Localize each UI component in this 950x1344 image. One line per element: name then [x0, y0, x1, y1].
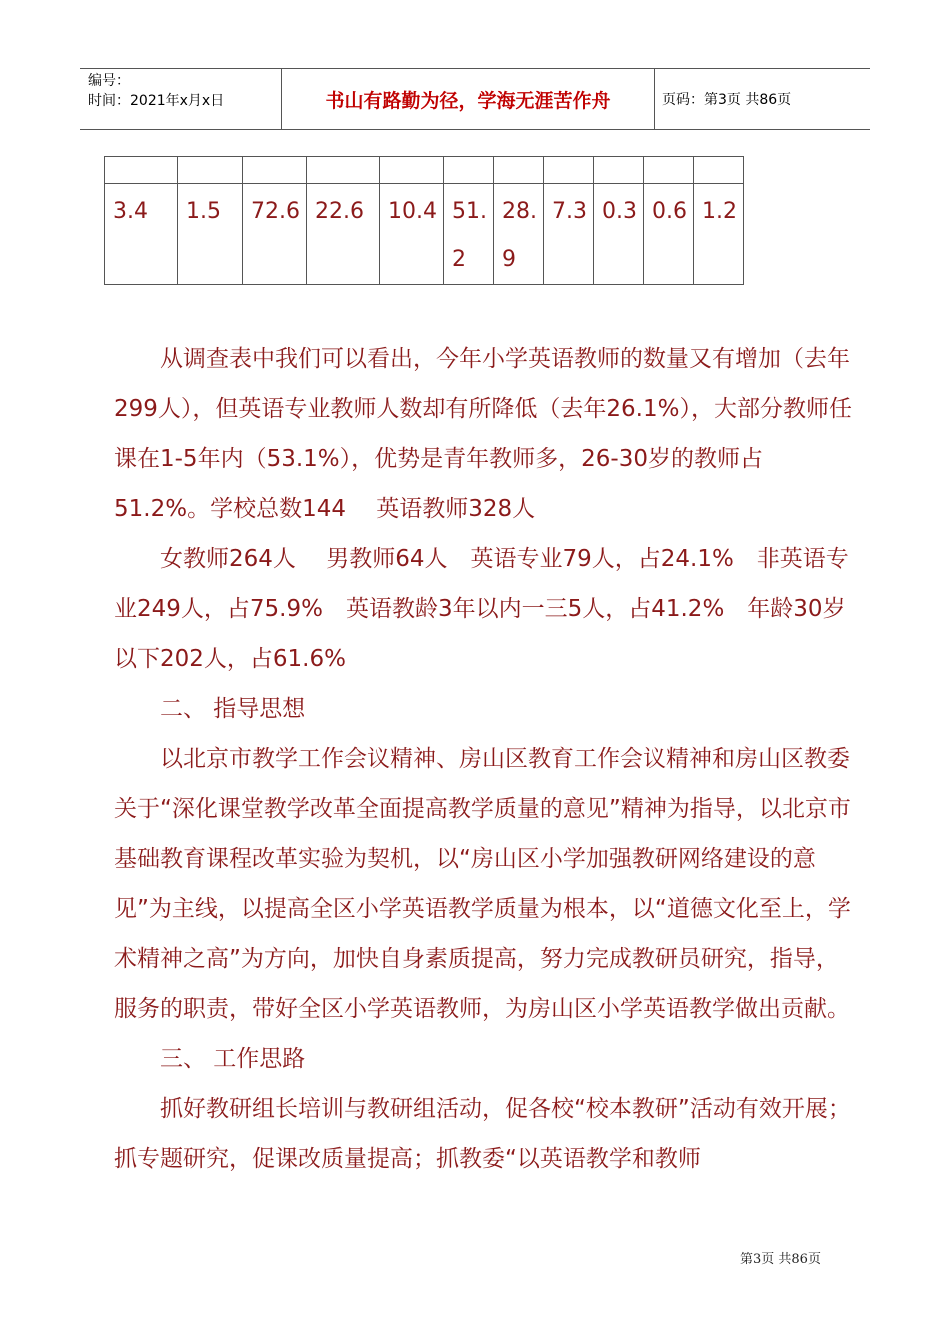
header-page-info: 页码：第3页 共86页: [662, 92, 792, 108]
document-number-label: 编号：: [88, 73, 130, 89]
header-motto: 书山有路勤为径，学海无涯苦作舟: [281, 69, 655, 129]
table-cell: 10.4: [379, 184, 443, 285]
body-text: [114, 334, 854, 1184]
table-cell: 22.6: [306, 184, 379, 285]
table-cell: 51. 2: [443, 184, 493, 285]
teacher-stats-paragraph: 女教师264人 男教师64人 英语专业79人，占24.1% 非英语专业249人，占75.9% 英语教龄3年以内一三5人，占41.2% 年龄30岁以下202人，占61.6%: [114, 546, 849, 672]
document-time: 时间：2021年x月x日: [88, 93, 225, 109]
table-cell: 1.2: [693, 184, 743, 285]
table-row-values: [105, 184, 744, 285]
guiding-ideology-paragraph: 以北京市教学工作会议精神、房山区教育工作会议精神和房山区教委关于“深化课堂教学改革全面提高教学质量的意见”精神为指导，以北京市基础教育课程改革实验为契机，以“房山区小学加强教研网络建设的意见”为主线，以提高全区小学英语教学质量为根本，以“道德文化至上，学术精神之高”为方向，加快自身素质提高，努力完成教研员研究，指导，服务的职责，带好全区小学英语教师，为房山区小学英语教学做出贡献。: [114, 746, 851, 1022]
statistics-table: [104, 156, 744, 285]
table-cell: 3.4: [105, 184, 178, 285]
table-cell: 72.6: [243, 184, 307, 285]
header-left: [88, 69, 283, 131]
table-cell: 0.6: [643, 184, 693, 285]
table-cell: 1.5: [178, 184, 243, 285]
survey-summary-paragraph: 从调查表中我们可以看出，今年小学英语教师的数量又有增加（去年299人），但英语专业教师人数却有所降低（去年26.1%），大部分教师任课在1-5年内（53.1%），优势是青年教师多，26-30岁的教师占51.2%。学校总数144 英语教师328人: [114, 346, 852, 522]
page-footer: 第3页 共86页: [740, 1252, 821, 1267]
section-heading-work-approach: 三、 工作思路: [160, 1046, 306, 1072]
table-cell: 0.3: [593, 184, 643, 285]
section-heading-guiding-ideology: 二、 指导思想: [160, 696, 306, 722]
page-header: [80, 68, 870, 130]
table-cell: 28. 9: [493, 184, 543, 285]
table-cell: 7.3: [543, 184, 593, 285]
work-approach-paragraph: 抓好教研组长培训与教研组活动，促各校“校本教研”活动有效开展；抓专题研究，促课改质量提高；抓教委“以英语教学和教师: [114, 1096, 851, 1172]
table-row-empty: [105, 157, 744, 184]
